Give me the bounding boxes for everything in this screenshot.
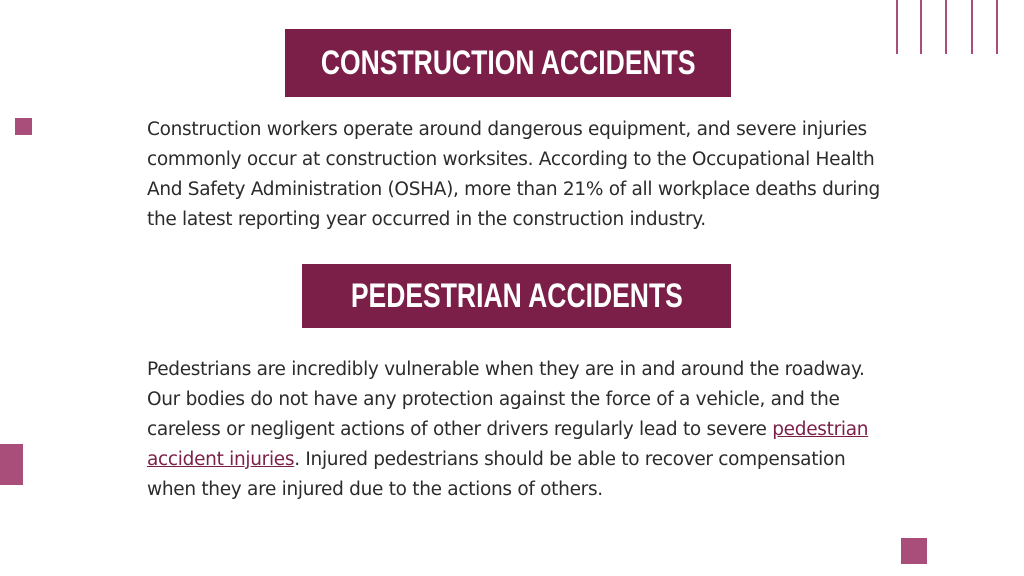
construction-accidents-heading-text: CONSTRUCTION ACCIDENTS <box>320 43 696 82</box>
pedestrian-accidents-heading <box>302 264 731 328</box>
decorative-lines <box>896 0 1006 54</box>
decorative-line <box>971 0 973 54</box>
construction-accidents-heading <box>285 29 731 97</box>
decorative-bar-left <box>0 444 23 485</box>
decorative-square-small <box>15 118 32 135</box>
decorative-line <box>996 0 998 54</box>
pedestrian-paragraph-text-before-link: Pedestrians are incredibly vulnerable when they are in and around the roadway. Our bodies do not have any protection against the force of a vehicle, and the careless or negligent actions of other drivers regularly lead to severe <box>147 359 865 440</box>
decorative-line <box>945 0 947 54</box>
decorative-line <box>920 0 922 54</box>
pedestrian-paragraph-text-after-link: . Injured pedestrians should be able to recover compensation when they are injured due to the actions of others. <box>147 449 846 500</box>
pedestrian-accidents-paragraph <box>147 355 887 505</box>
construction-accidents-paragraph: Construction workers operate around dangerous equipment, and severe injuries commonly occur at construction worksites. According to the Occupational Health And Safety Administration (OSHA), more than 21% of all workplace deaths during the latest reporting year occurred in the construction industry. <box>147 119 880 230</box>
pedestrian-accident-injuries-link[interactable]: pedestrian accident injuries <box>147 419 869 470</box>
pedestrian-accidents-heading-text: PEDESTRIAN ACCIDENTS <box>350 276 683 315</box>
decorative-line <box>896 0 898 54</box>
decorative-square-bottom-right <box>901 538 927 564</box>
